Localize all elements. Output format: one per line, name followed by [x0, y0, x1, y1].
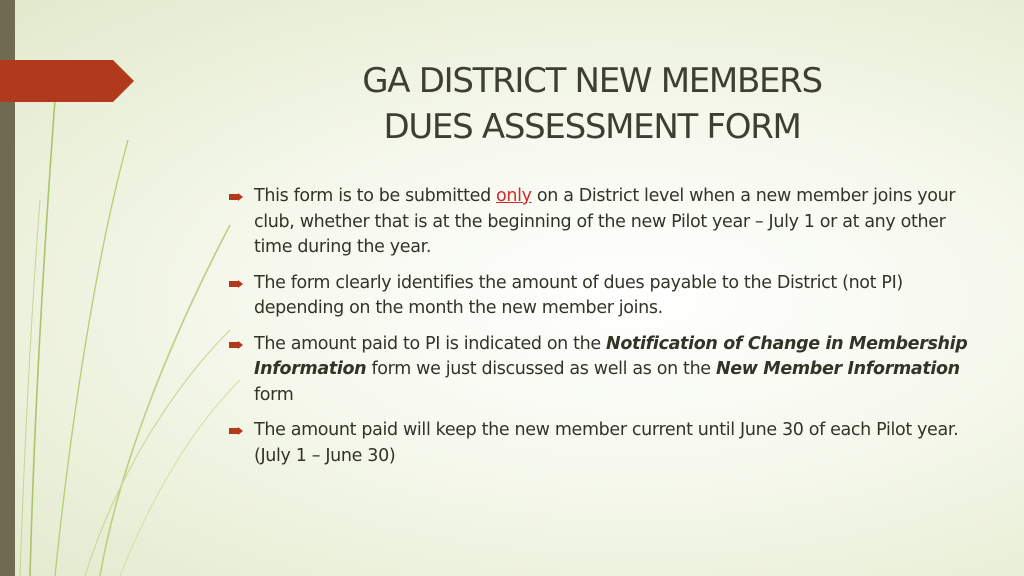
bullet-text: form we just discussed as well as on the [366, 359, 716, 379]
bullet-text: The amount paid will keep the new member current until June 30 of each Pilot year. (July 1 – June 30) [254, 420, 959, 466]
highlighted-word: only [496, 186, 532, 206]
arrow-bullet-icon [229, 280, 243, 288]
arrow-bullet-icon [229, 341, 243, 349]
form-name-emphasis: New Member Information [715, 359, 960, 379]
bullet-item [228, 184, 988, 261]
bullet-text: form [254, 384, 294, 405]
bullet-text: This form is to be submitted [254, 186, 497, 206]
bullet-text: on a District level when a new member joins your club, whether that is at the beginning of the new Pilot year – July 1 or at any other time during the year. [254, 186, 956, 257]
title-accent-tab [0, 60, 134, 102]
slide-title [280, 58, 904, 150]
arrow-bullet-icon [229, 193, 243, 201]
arrow-bullet-icon [229, 427, 243, 435]
bullet-list [228, 184, 988, 479]
title-line-1: GA DISTRICT NEW MEMBERS [362, 61, 822, 101]
title-line-2: DUES ASSESSMENT FORM [383, 107, 801, 147]
form-name-emphasis: Notification of Change in Membership Information [254, 333, 968, 379]
bullet-text: The amount paid to PI is indicated on the [254, 333, 607, 354]
bullet-item [228, 332, 988, 409]
bullet-item [228, 271, 988, 322]
bullet-item [228, 418, 988, 469]
bullet-text: The form clearly identifies the amount of dues payable to the District (not PI) depending on the month the new member joins. [254, 272, 903, 318]
